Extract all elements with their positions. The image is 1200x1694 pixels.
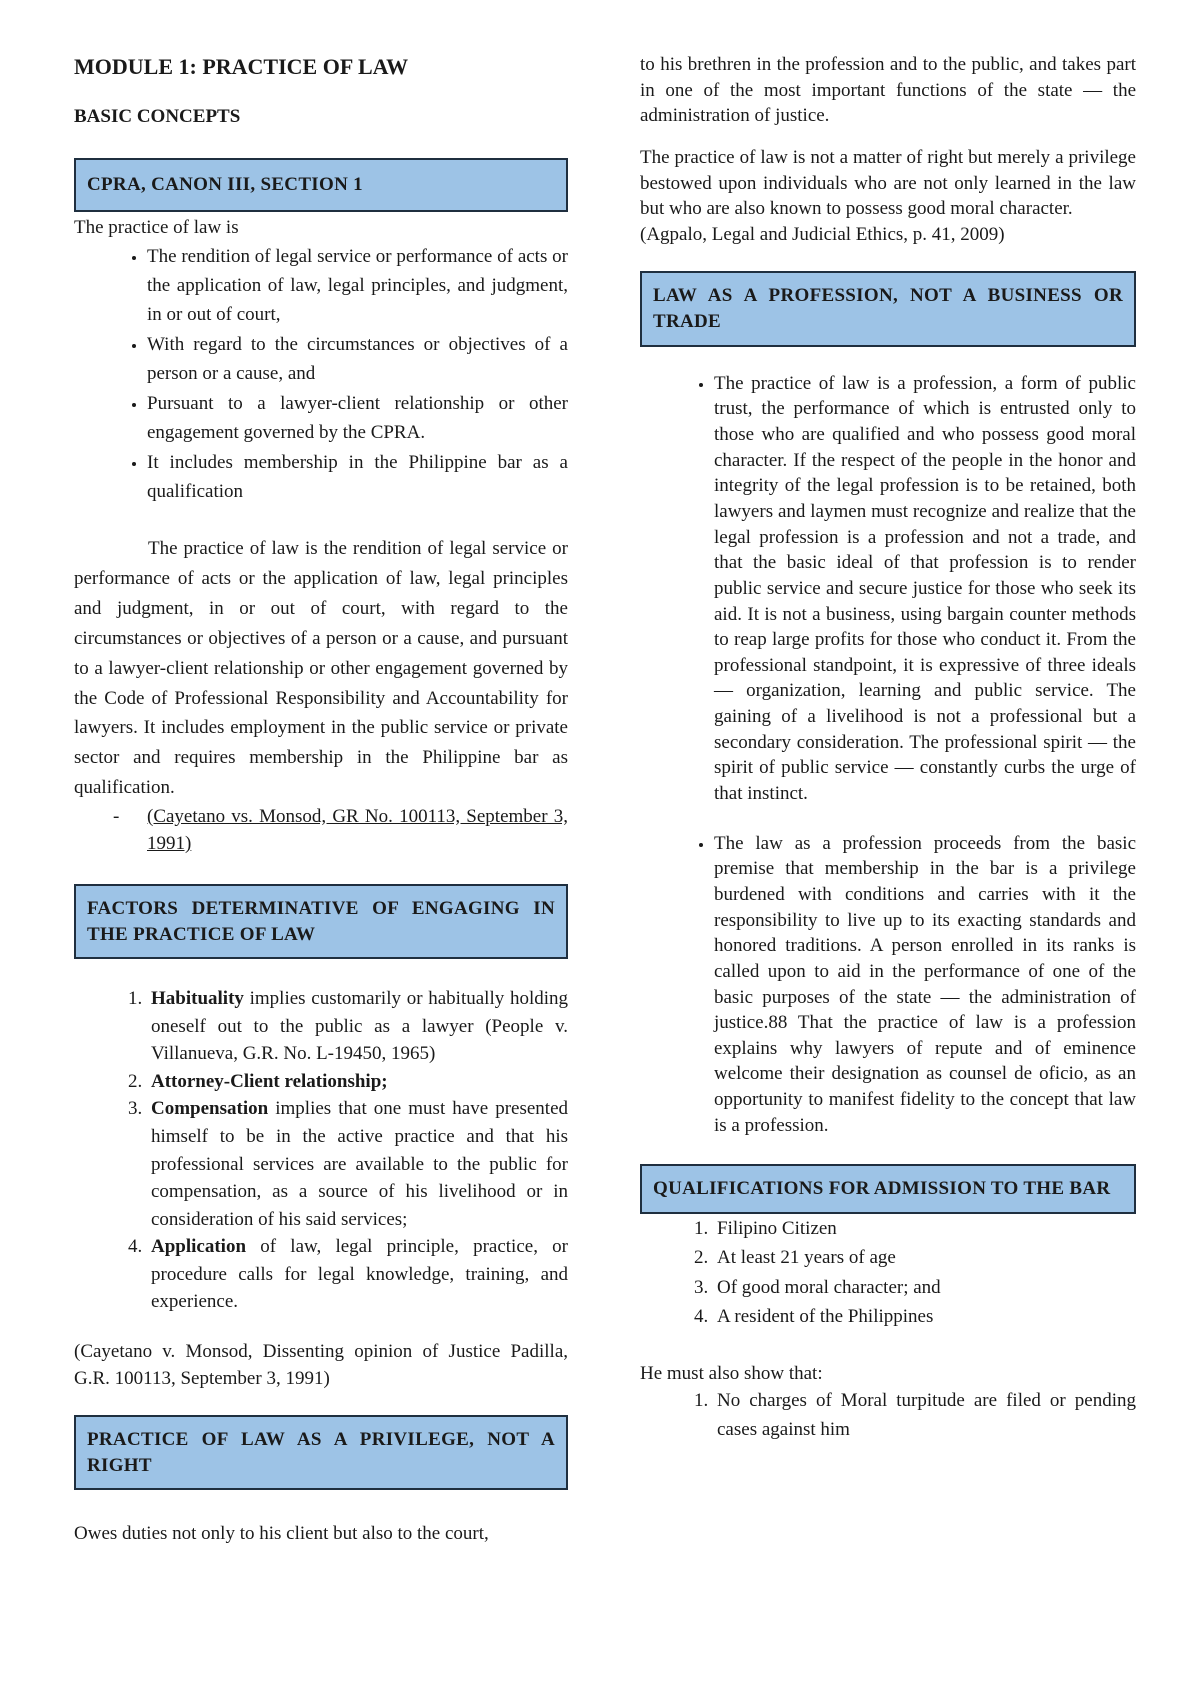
citation-list	[74, 803, 568, 858]
list-item: 2. At least 21 years of age	[713, 1243, 1136, 1272]
monsod-citation: - (Cayetano vs. Monsod, GR No. 100113, September 3, 1991)	[147, 803, 568, 858]
list-item: 4. A resident of the Philippines	[713, 1302, 1136, 1331]
continued-paragraph: to his brethren in the profession and to the public, and takes part in one of the most important functions of the state — the administration of justice.	[640, 54, 1136, 127]
module-title: MODULE 1: PRACTICE OF LAW	[74, 54, 409, 79]
factors-list	[74, 985, 568, 1316]
list-item: • With regard to the circumstances or objectives of a person or a cause, and	[147, 330, 568, 389]
basic-concepts-heading: BASIC CONCEPTS	[74, 105, 241, 127]
factor-term: Compensation	[151, 1098, 269, 1120]
privilege-paragraph: The practice of law is not a matter of right but merely a privilege bestowed upon individuals who are not only learned in the law but who are also known to possess good moral character.	[640, 146, 1136, 220]
must-show-intro: He must also show that:	[640, 1362, 823, 1384]
qualifications-heading-box: QUALIFICATIONS FOR ADMISSION TO THE BAR	[640, 1164, 1136, 1214]
practice-bullet-list	[74, 242, 568, 507]
factor-text: of law, legal principle, practice, or procedure calls for legal knowledge, training, and experience.	[151, 1236, 568, 1313]
must-show-list	[640, 1387, 1136, 1444]
right-column	[640, 52, 1136, 1444]
list-item	[147, 1233, 568, 1316]
list-item: • Pursuant to a lawyer-client relationship or other engagement governed by the CPRA.	[147, 389, 568, 448]
cpra-heading-box: CPRA, CANON III, SECTION 1	[74, 158, 568, 212]
practice-paragraph: The practice of law is the rendition of legal service or performance of acts or the application of law, legal principles and judgment, in or out of court, with regard to the circumstances or objectives of a person or a cause, and pursuant to a lawyer-client relationship or other engagement governed by the Code of Professional Responsibility and Accountability for lawyers. It includes employment in the public service or private sector and requires membership in the Philippine bar as qualification.	[74, 538, 568, 799]
list-item: • The rendition of legal service or performance of acts or the application of law, legal principles, and judgment, in or out of court,	[147, 242, 568, 330]
profession-heading-box: LAW AS A PROFESSION, NOT A BUSINESS OR TRADE	[640, 271, 1136, 346]
qualifications-list	[640, 1214, 1136, 1332]
list-item	[147, 985, 568, 1068]
factors-citation: (Cayetano v. Monsod, Dissenting opinion of Justice Padilla, G.R. 100113, September 3, 1991)	[74, 1340, 568, 1390]
list-item	[147, 1068, 568, 1096]
owes-duties-text: Owes duties not only to his client but also to the court,	[74, 1523, 489, 1545]
practice-intro: The practice of law is	[74, 216, 239, 238]
profession-bullet-list	[640, 371, 1136, 1139]
left-column	[74, 52, 568, 1548]
factor-term: Application	[151, 1236, 247, 1258]
list-item: 1. Filipino Citizen	[713, 1214, 1136, 1243]
factor-term: Attorney-Client relationship;	[151, 1070, 388, 1092]
factor-text: implies customarily or habitually holding oneself out to the public as a lawyer (People v. Villanueva, G.R. No. L-19450, 1965)	[151, 988, 568, 1065]
list-item: 3. Of good moral character; and	[713, 1273, 1136, 1302]
list-item	[147, 1095, 568, 1233]
factor-term: Habituality	[151, 988, 244, 1010]
factors-heading-box: FACTORS DETERMINATIVE OF ENGAGING IN THE PRACTICE OF LAW	[74, 884, 568, 959]
factor-text: implies that one must have presented himself to be in the active practice and that his professional services are available to the public for compensation, as a source of his livelihood or in consideration of his said services;	[151, 1098, 568, 1230]
list-item: • The practice of law is a profession, a form of public trust, the performance of which is entrusted only to those who are qualified and who possess good moral character. If the respect of the people in the honor and integrity of the legal profession is to be retained, both lawyers and laymen must recognize and realize that the legal profession is a profession and not a trade, and that the basic ideal of that profession is to render public service and secure justice for those who seek its aid. It is not a business, using bargain counter methods to reap large profits for those who conduct it. From the professional standpoint, it is expressive of three ideals — organization, learning and public service. The gaining of a livelihood is not a professional but a secondary consideration. The professional spirit — the spirit of public service — constantly curbs the urge of that instinct.	[714, 371, 1136, 807]
list-item: • It includes membership in the Philippine bar as a qualification	[147, 448, 568, 507]
agpalo-citation: (Agpalo, Legal and Judicial Ethics, p. 41, 2009)	[640, 223, 1005, 245]
privilege-heading-box: PRACTICE OF LAW AS A PRIVILEGE, NOT A RIGHT	[74, 1415, 568, 1490]
list-item: • The law as a profession proceeds from the basic premise that membership in the bar is a privilege burdened with conditions and carries with it the responsibility to live up to its exacting standards and honored traditions. A person enrolled in its ranks is called upon to aid in the performance of one of the basic purposes of the state — the administration of justice.88 That the practice of law is a profession explains why lawyers of repute and of eminence welcome their designation as counsel de oficio, as an opportunity to manifest fidelity to the concept that law is a profession.	[714, 831, 1136, 1139]
list-item: 1. No charges of Moral turpitude are filed or pending cases against him	[713, 1387, 1136, 1444]
